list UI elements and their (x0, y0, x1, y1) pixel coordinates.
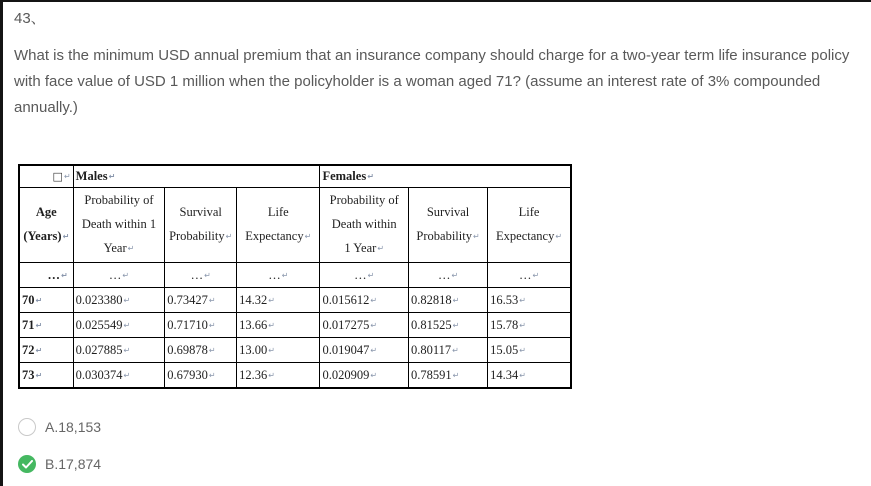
column-header-cell (165, 188, 237, 263)
paragraph-end-mark: ↵ (452, 345, 459, 355)
value-cell: 12.36↵ (237, 363, 320, 389)
value-cell: 13.00↵ (237, 338, 320, 363)
header-line: Life (267, 205, 289, 219)
question-block (3, 2, 871, 486)
paragraph-end-mark: ↵ (208, 345, 216, 355)
mortality-table (18, 164, 572, 389)
question-number: 43、 (14, 10, 46, 27)
paragraph-end-mark: ↵ (304, 232, 312, 241)
paragraph-end-mark: ↵ (532, 270, 540, 280)
paragraph-end-mark: ↵ (123, 295, 131, 305)
paragraph-end-mark: ↵ (268, 320, 275, 330)
paragraph-end-mark: ↵ (472, 232, 480, 241)
column-header-cell (73, 188, 165, 263)
paragraph-end-mark: ↵ (452, 370, 460, 380)
paragraph-end-mark: ↵ (35, 370, 43, 380)
ellipsis-cell: …↵ (237, 263, 320, 288)
paragraph-end-mark: ↵ (519, 370, 526, 380)
value-cell: 0.015612↵ (320, 288, 409, 313)
paragraph-end-mark: ↵ (108, 172, 116, 181)
header-line: Survival (426, 205, 470, 219)
value-cell: 0.69878↵ (165, 338, 237, 363)
column-header-cell (237, 188, 320, 263)
paragraph-end-mark: ↵ (63, 172, 71, 181)
header-line: Age (35, 205, 57, 219)
option-label: B.17,874 (45, 456, 102, 472)
table-row (19, 363, 571, 389)
value-cell: 0.017275↵ (320, 313, 409, 338)
value-cell: 14.34↵ (488, 363, 571, 389)
paragraph-end-mark: ↵ (268, 370, 275, 380)
group-header-males: Males↵ (73, 165, 320, 188)
ellipsis-cell: …↵ (408, 263, 487, 288)
ellipsis-cell: …↵ (19, 263, 73, 288)
header-line: Death within 1 (81, 217, 157, 231)
paragraph-end-mark: ↵ (452, 320, 460, 330)
paragraph-end-mark: ↵ (60, 270, 68, 280)
answer-option-a[interactable] (18, 418, 861, 436)
option-label: A.18,153 (45, 419, 102, 435)
header-line: Probability of (84, 193, 154, 207)
paragraph-end-mark: ↵ (127, 244, 135, 253)
radio-unselected-icon[interactable] (18, 418, 36, 436)
paragraph-end-mark: ↵ (123, 370, 131, 380)
value-cell: 0.019047↵ (320, 338, 409, 363)
paragraph-end-mark: ↵ (377, 244, 385, 253)
checkbox-glyph: □ (52, 170, 63, 183)
age-cell: 72↵ (19, 338, 73, 363)
paragraph-end-mark: ↵ (225, 232, 233, 241)
paragraph-end-mark: ↵ (555, 232, 563, 241)
age-cell: 73↵ (19, 363, 73, 389)
paragraph-end-mark: ↵ (367, 270, 375, 280)
ellipsis-cell: …↵ (165, 263, 237, 288)
paragraph-end-mark: ↵ (281, 270, 289, 280)
paragraph-end-mark: ↵ (35, 295, 43, 305)
paragraph-end-mark: ↵ (123, 345, 131, 355)
value-cell: 0.030374↵ (73, 363, 165, 389)
value-cell: 0.023380↵ (73, 288, 165, 313)
question-text: What is the minimum USD annual premium that an insurance company should charge for a two-year term life insurance policy with face value of USD 1 million when the policyholder is a woman aged 71? (assume an interest rate of 3% compounded annually.) (14, 47, 850, 116)
header-line: Probability↵ (416, 229, 480, 243)
value-cell: 0.73427↵ (165, 288, 237, 313)
value-cell: 0.025549↵ (73, 313, 165, 338)
correct-check-icon[interactable] (18, 455, 36, 473)
paragraph-end-mark: ↵ (123, 320, 131, 330)
ellipsis-cell: …↵ (73, 263, 165, 288)
column-header-cell (488, 188, 571, 263)
header-line: Death within (331, 217, 397, 231)
paragraph-end-mark: ↵ (370, 295, 378, 305)
value-cell: 13.66↵ (237, 313, 320, 338)
paragraph-end-mark: ↵ (452, 295, 460, 305)
paragraph-end-mark: ↵ (204, 270, 211, 280)
table-row (19, 338, 571, 363)
value-cell: 0.80117↵ (408, 338, 487, 363)
paragraph-end-mark: ↵ (370, 370, 378, 380)
header-line: Year↵ (103, 241, 135, 255)
header-line: Survival (179, 205, 222, 219)
paragraph-end-mark: ↵ (208, 295, 216, 305)
value-cell: 0.78591↵ (408, 363, 487, 389)
value-cell: 0.81525↵ (408, 313, 487, 338)
paragraph-end-mark: ↵ (35, 345, 43, 355)
answer-options (18, 418, 861, 473)
paragraph-end-mark: ↵ (35, 320, 43, 330)
group-header-females: Females↵ (320, 165, 571, 188)
value-cell: 0.82818↵ (408, 288, 487, 313)
answer-option-b[interactable] (18, 455, 861, 473)
value-cell: 16.53↵ (488, 288, 571, 313)
column-header-cell (408, 188, 487, 263)
age-cell: 70↵ (19, 288, 73, 313)
header-line: (Years)↵ (23, 229, 70, 243)
value-cell: 14.32↵ (237, 288, 320, 313)
value-cell: 15.05↵ (488, 338, 571, 363)
paragraph-end-mark: ↵ (367, 172, 374, 181)
age-header-cell (19, 188, 73, 263)
paragraph-end-mark: ↵ (208, 320, 216, 330)
paragraph-end-mark: ↵ (268, 295, 275, 305)
value-cell: 0.027885↵ (73, 338, 165, 363)
ellipsis-cell: …↵ (488, 263, 571, 288)
paragraph-end-mark: ↵ (370, 320, 378, 330)
value-cell: 0.020909↵ (320, 363, 409, 389)
value-cell: 0.67930↵ (165, 363, 237, 389)
paragraph-end-mark: ↵ (519, 345, 526, 355)
value-cell: 15.78↵ (488, 313, 571, 338)
ellipsis-cell: …↵ (320, 263, 409, 288)
table-corner-cell (19, 165, 73, 188)
header-line: Life (518, 205, 540, 219)
paragraph-end-mark: ↵ (519, 320, 526, 330)
paragraph-end-mark: ↵ (208, 370, 216, 380)
paragraph-end-mark: ↵ (519, 295, 526, 305)
header-line: Probability of (329, 193, 399, 207)
column-header-cell (320, 188, 409, 263)
paragraph-end-mark: ↵ (370, 345, 378, 355)
paragraph-end-mark: ↵ (122, 270, 130, 280)
value-cell: 0.71710↵ (165, 313, 237, 338)
header-line: Probability↵ (169, 229, 233, 243)
table-row (19, 313, 571, 338)
header-line: 1 Year↵ (344, 241, 385, 255)
paragraph-end-mark: ↵ (62, 232, 70, 241)
paragraph-end-mark: ↵ (451, 270, 459, 280)
age-cell: 71↵ (19, 313, 73, 338)
header-line: Expectancy↵ (496, 229, 563, 243)
table-row (19, 288, 571, 313)
header-line: Expectancy↵ (245, 229, 312, 243)
paragraph-end-mark: ↵ (268, 345, 275, 355)
